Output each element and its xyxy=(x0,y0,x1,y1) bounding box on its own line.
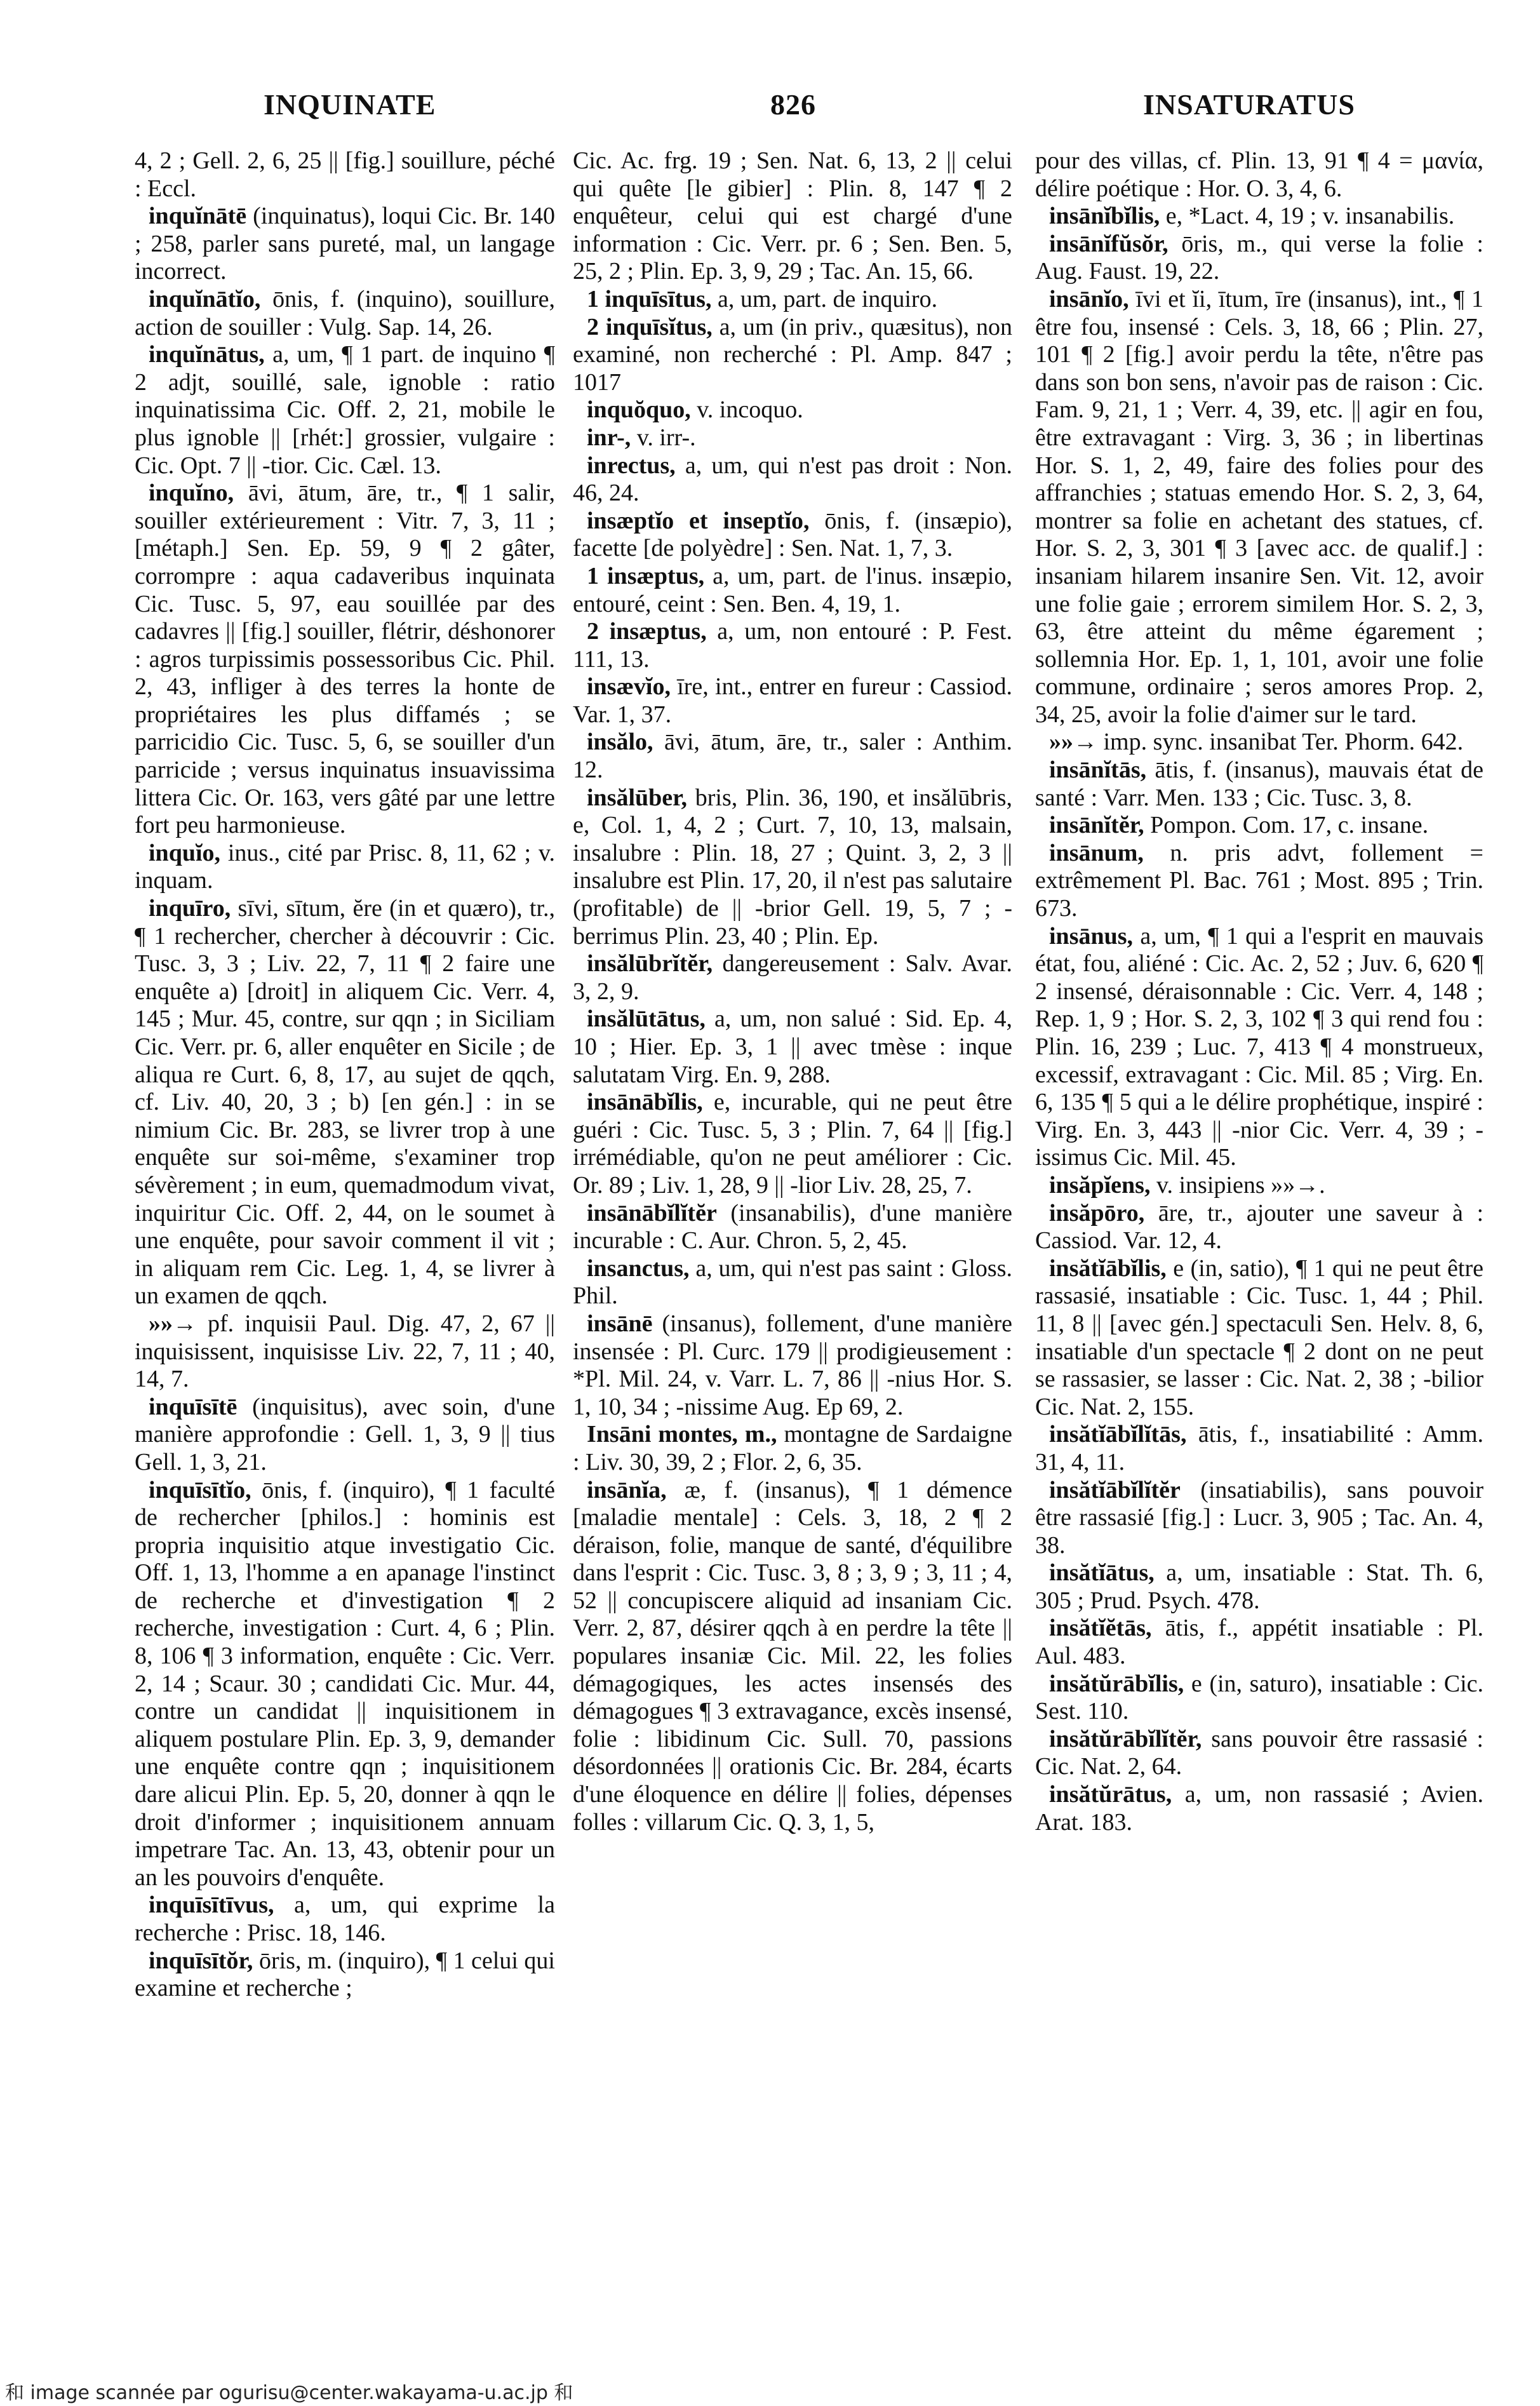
running-head-left: INQUINATE xyxy=(264,88,436,121)
entry-definition: v. insipiens »»→. xyxy=(1150,1171,1325,1199)
entry-definition: a, um, non salué : Sid. Ep. 4, 10 ; Hier. Ep. 3, 1 || avec tmèse : inque salutatam Virg. En. 9, 288. xyxy=(573,1005,1012,1088)
entry-headword: insānus, xyxy=(1049,922,1134,950)
dictionary-entry xyxy=(573,1421,1012,1476)
entry-headword: insălūtātus, xyxy=(587,1005,706,1033)
dictionary-entry xyxy=(1035,729,1483,756)
dictionary-entry xyxy=(573,1255,1012,1310)
entry-headword: insălo, xyxy=(587,729,653,756)
entry-headword: insăpĭens, xyxy=(1049,1171,1151,1199)
dictionary-entry xyxy=(573,784,1012,951)
entry-definition: ōris, m., qui verse la folie : Aug. Faust. 19, 22. xyxy=(1035,230,1483,285)
entry-definition: Cic. Ac. frg. 19 ; Sen. Nat. 6, 13, 2 || celui qui quête [le gibier] : Plin. 8, 147 ¶ 2 enquêteur, celui qui est chargé d'une information : Cic. Verr. pr. 6 ; Sen. Ben. 5, 25, 2 ; Plin. Ep. 3, 9, 29 ; Tac. An. 15, 66. xyxy=(573,147,1012,285)
entry-definition: āvi, ātum, āre, tr., ¶ 1 salir, souiller extérieurement : Vitr. 7, 3, 11 ; [métaph.] Sen. Ep. 59, 9 ¶ 2 gâter, corrompre : aqua cadaveribus inquinata Cic. Tusc. 5, 97, eau souillée par des cadavres || [fig.] souiller, flétrir, déshonorer : agros turpissimis possessoribus Cic. Phil. 2, 43, infliger à des terres la honte de propriétaires les plus diffamés ; se parricidio Cic. Tusc. 5, 6, se souiller d'un parricide ; versus inquinatus insuavissima littera Cic. Or. 163, vers gâté par une lettre fort peu harmonieuse. xyxy=(135,480,555,839)
dictionary-entry xyxy=(1035,840,1483,923)
entry-definition: pf. inquisii Paul. Dig. 47, 2, 67 || inquisissent, inquisisse Liv. 22, 7, 11 ; 40, 14, 7. xyxy=(135,1310,555,1393)
dictionary-entry xyxy=(1035,1200,1483,1255)
entry-definition: e (in, satio), ¶ 1 qui ne peut être rassasié, insatiable : Cic. Tusc. 1, 44 ; Phil. 11, 8 || [avec gén.] spectaculi Sen. Helv. 8, 6, insatiable d'un spectacle ¶ 2 dont on ne peut se rassasier, se lasser : Cic. Nat. 2, 38 ; -bilior Cic. Nat. 2, 155. xyxy=(1035,1254,1483,1420)
entry-definition: a, um, qui n'est pas saint : Gloss. Phil. xyxy=(573,1254,1012,1310)
entry-definition: æ, f. (insanus), ¶ 1 démence [maladie mentale] : Cels. 3, 18, 2 ¶ 2 déraison, folie, manque de santé, d'équilibre dans l'esprit : Cic. Tusc. 3, 8 ; 3, 9 ; 3, 11 ; 4, 52 || concupiscere aliquid ad insaniam Cic. Verr. 2, 87, désirer qqch à en perdre la tête || populares insaniæ Cic. Mil. 22, les folies démagogiques, les actes insensés des démagogues ¶ 3 extravagance, excès insensé, folie : libidinum Cic. Sull. 70, passions désordonnées || orationis Cic. Br. 284, écarts d'une éloquence en délire || folies, dépenses folles : villarum Cic. Q. 3, 1, 5, xyxy=(573,1476,1012,1836)
entry-headword: inquīsītŏr, xyxy=(149,1947,253,1974)
entry-continuation xyxy=(573,147,1012,286)
entry-definition: a, um, insatiable : Stat. Th. 6, 305 ; Prud. Psych. 478. xyxy=(1035,1559,1483,1614)
dictionary-entry xyxy=(573,563,1012,618)
entry-headword: insānĭo, xyxy=(1049,285,1129,313)
entry-headword: insānĭfŭsŏr, xyxy=(1049,230,1168,257)
entry-definition: ātis, f., insatiabilité : Amm. 31, 4, 11. xyxy=(1035,1421,1483,1475)
entry-definition: dangereusement : Salv. Avar. 3, 2, 9. xyxy=(573,950,1012,1005)
dictionary-entry xyxy=(573,950,1012,1005)
dictionary-entry xyxy=(135,895,555,1310)
dictionary-entry xyxy=(1035,756,1483,812)
dictionary-entry xyxy=(1035,1670,1483,1726)
entry-headword: insānĭtĕr, xyxy=(1049,812,1144,839)
entry-definition: a, um, non rassasié ; Avien. Arat. 183. xyxy=(1035,1781,1483,1836)
entry-definition: īre, int., entrer en fureur : Cassiod. Var. 1, 37. xyxy=(573,673,1012,728)
entry-headword: inquīsītĭo, xyxy=(149,1476,251,1503)
entry-headword: »»→ xyxy=(1049,729,1097,756)
entry-definition: sīvi, sītum, ĕre (in et quæro), tr., ¶ 1 rechercher, chercher à découvrir : Cic. Tusc. 3, 3 ; Liv. 22, 7, 11 ¶ 2 faire une enquête a) [droit] in aliquem Cic. Verr. 4, 145 ; Mur. 45, contre, sur qqn ; in Siciliam Cic. Verr. pr. 6, aller enquêter en Sicile ; de aliqua re Curt. 6, 8, 17, au sujet de qqch, cf. Liv. 40, 20, 3 ; b) [en gén.] : in se nimium Cic. Br. 283, se livrer trop à une enquête sur soi-même, s'examiner trop sévèrement ; in eum, quemadmodum vivat, inquiritur Cic. Off. 2, 44, on le soumet à une enquête, pour savoir comment il vit ; in aliquam rem Cic. Leg. 1, 4, se livrer à un examen de qqch. xyxy=(135,895,555,1310)
entry-headword: insăpōro, xyxy=(1049,1199,1145,1227)
entry-definition: ōris, m. (inquiro), ¶ 1 celui qui examine et recherche ; xyxy=(135,1947,555,2002)
dictionary-entry xyxy=(135,203,555,286)
entry-definition: a, um (in priv., quæsitus), non examiné, non recherché : Pl. Amp. 847 ; 1017 xyxy=(573,313,1012,396)
dictionary-entry xyxy=(135,1310,555,1394)
entry-headword: insæptĭo et inseptĭo, xyxy=(587,507,810,534)
entry-definition: a, um, qui exprime la recherche : Prisc. 18, 146. xyxy=(135,1892,555,1946)
entry-definition: (inquinatus), loqui Cic. Br. 140 ; 258, parler sans pureté, mal, un langage incorrect. xyxy=(135,203,555,285)
entry-headword: insānĭtās, xyxy=(1049,756,1147,784)
entry-definition: ōnis, f. (inquiro), ¶ 1 faculté de rechercher [philos.] : hominis est propria inquisitio atque investigatio Cic. Off. 1, 13, l'homme a en apanage l'instinct de recherche et d'investigation ¶ 2 recherche, investigation : Curt. 4, 6 ; Plin. 8, 106 ¶ 3 information, enquête : Cic. Verr. 2, 14 ; Scaur. 30 ; candidati Cic. Mur. 44, contre un candidat || inquisitionem in aliquem postulare Plin. Ep. 3, 9, demander une enquête contre qqn ; inquisitionem dare alicui Plin. Ep. 5, 20, donner à qqn le droit d'informer ; inquisitionem annuam impetrare Tac. An. 13, 43, obtenir pour un an les pouvoirs d'enquête. xyxy=(135,1476,555,1891)
dictionary-entry xyxy=(135,286,555,341)
entry-headword: insătŭrābĭlĭtĕr, xyxy=(1049,1725,1202,1752)
dictionary-entry xyxy=(573,507,1012,563)
entry-headword: insānābĭlis, xyxy=(587,1089,703,1116)
entry-headword: insævĭo, xyxy=(587,673,671,701)
entry-continuation xyxy=(1035,147,1483,203)
dictionary-entry xyxy=(1035,923,1483,1172)
entry-headword: »»→ xyxy=(149,1310,197,1337)
dictionary-entry xyxy=(573,452,1012,507)
entry-definition: ōnis, f. (insæpio), facette [de polyèdre] : Sen. Nat. 1, 7, 3. xyxy=(573,507,1012,562)
column-2 xyxy=(573,147,1012,1836)
entry-definition: ōnis, f. (inquino), souillure, action de souiller : Vulg. Sap. 14, 26. xyxy=(135,285,555,340)
dictionary-entry xyxy=(1035,1172,1483,1200)
entry-headword: insătŭrābĭlis, xyxy=(1049,1670,1184,1697)
entry-headword: inquīro, xyxy=(149,895,231,922)
entry-headword: insanctus, xyxy=(587,1254,690,1282)
running-head-right: INSATURATUS xyxy=(1143,88,1355,121)
entry-headword: insătĭĕtās, xyxy=(1049,1615,1152,1642)
dictionary-entry xyxy=(1035,1726,1483,1781)
entry-headword: insătĭātus, xyxy=(1049,1559,1155,1587)
entry-headword: insătŭrātus, xyxy=(1049,1781,1172,1808)
entry-headword: 1 insæptus, xyxy=(587,562,705,589)
entry-definition: pour des villas, cf. Plin. 13, 91 ¶ 4 = μανία, délire poétique : Hor. O. 3, 4, 6. xyxy=(1035,147,1483,202)
dictionary-entry xyxy=(573,424,1012,452)
dictionary-entry xyxy=(573,314,1012,397)
dictionary-entry xyxy=(573,1200,1012,1255)
entry-headword: Insāni montes, m., xyxy=(587,1421,777,1448)
column-3 xyxy=(1035,147,1483,1836)
entry-headword: inquŏquo, xyxy=(587,396,691,424)
dictionary-entry xyxy=(573,286,1012,314)
dictionary-entry xyxy=(573,673,1012,729)
entry-headword: insānĭa, xyxy=(587,1476,667,1503)
entry-definition: āre, tr., ajouter une saveur à : Cassiod. Var. 12, 4. xyxy=(1035,1199,1483,1254)
dictionary-entry xyxy=(135,480,555,840)
entry-definition: a, um, part. de inquiro. xyxy=(711,285,938,313)
entry-definition: a, um, non entouré : P. Fest. 111, 13. xyxy=(573,618,1012,673)
entry-headword: insălūber, xyxy=(587,784,688,811)
entry-definition: āvi, ātum, āre, tr., saler : Anthim. 12. xyxy=(573,729,1012,784)
entry-headword: inr-, xyxy=(587,424,631,451)
entry-headword: 2 inquīsĭtus, xyxy=(587,313,713,340)
dictionary-entry xyxy=(573,1477,1012,1837)
entry-definition: īvi et ĭi, ītum, īre (insanus), int., ¶ 1 être fou, insensé : Cels. 3, 18, 66 ; Plin. 27, 101 ¶ 2 [fig.] avoir perdu la tête, n'être pas dans son bon sens, n'avoir pas de raison : Cic. Fam. 9, 21, 1 ; Verr. 4, 39, etc. || agir en fou, être extravagant : Virg. 3, 36 ; in libertinas Hor. S. 1, 2, 49, faire des folies pour des affranchies ; statuas emendo Hor. S. 2, 3, 64, montrer sa folie en achetant des statues, cf. Hor. S. 2, 3, 301 ¶ 3 [avec acc. de qualif.] : insaniam hilarem insanire Sen. Vit. 12, avoir une folie gaie ; errorem similem Hor. S. 2, 3, 63, être atteint du même égarement ; sollemnia Hor. Ep. 1, 1, 101, avoir une folie commune, ordinaire ; seros amores Prop. 2, 34, 25, avoir la folie d'aimer sur le tard. xyxy=(1035,285,1483,728)
entry-headword: insătĭābĭlĭtĕr xyxy=(1049,1476,1181,1503)
entry-headword: inquīsītē xyxy=(149,1393,238,1420)
dictionary-entry xyxy=(135,840,555,895)
entry-definition: Pompon. Com. 17, c. insane. xyxy=(1144,812,1429,839)
dictionary-entry xyxy=(1035,1559,1483,1615)
dictionary-entry xyxy=(1035,231,1483,286)
entry-definition: montagne de Sardaigne : Liv. 30, 39, 2 ; Flor. 2, 6, 35. xyxy=(573,1421,1012,1475)
entry-definition: v. incoquo. xyxy=(690,396,803,424)
entry-definition: ātis, f. (insanus), mauvais état de santé : Varr. Men. 133 ; Cic. Tusc. 3, 8. xyxy=(1035,756,1483,811)
dictionary-entry xyxy=(573,1005,1012,1089)
dictionary-entry xyxy=(1035,1255,1483,1421)
entry-definition: a, um, part. de l'inus. insæpio, entouré, ceint : Sen. Ben. 4, 19, 1. xyxy=(573,562,1012,617)
entry-headword: insānē xyxy=(587,1310,653,1337)
entry-headword: insānum, xyxy=(1049,839,1144,866)
entry-definition: n. pris advt, follement = extrêmement Pl. Bac. 761 ; Most. 895 ; Trin. 673. xyxy=(1035,839,1483,922)
entry-headword: insălūbrĭtĕr, xyxy=(587,950,713,978)
entry-headword: insătĭābĭlis, xyxy=(1049,1254,1167,1282)
entry-headword: insānĭbĭlis, xyxy=(1049,203,1160,230)
entry-definition: (inquisitus), avec soin, d'une manière approfondie : Gell. 1, 3, 9 || tius Gell. 1, 3, 21. xyxy=(135,1393,555,1475)
entry-headword: inquīsītīvus, xyxy=(149,1892,274,1919)
dictionary-entry xyxy=(1035,286,1483,729)
entry-definition: (insanabilis), d'une manière incurable : C. Aur. Chron. 5, 2, 45. xyxy=(573,1199,1012,1254)
entry-headword: 2 insæptus, xyxy=(587,618,707,645)
entry-definition: (insanus), follement, d'une manière insensée : Pl. Curc. 179 || prodigieusement : *Pl. Mil. 24, v. Varr. L. 7, 86 || -nius Hor. S. 1, 10, 34 ; -nissime Aug. Ep 69, 2. xyxy=(573,1310,1012,1420)
entry-definition: a, um, qui n'est pas droit : Non. 46, 24. xyxy=(573,452,1012,507)
entry-definition: imp. sync. insanibat Ter. Phorm. 642. xyxy=(1097,729,1464,756)
dictionary-entry xyxy=(135,341,555,480)
entry-definition: sans pouvoir être rassasié : Cic. Nat. 2, 64. xyxy=(1035,1725,1483,1780)
entry-headword: 1 inquīsītus, xyxy=(587,285,712,313)
dictionary-entry xyxy=(1035,203,1483,231)
dictionary-entry xyxy=(1035,1615,1483,1670)
dictionary-entry xyxy=(135,1892,555,1947)
entry-headword: inrectus, xyxy=(587,452,676,479)
entry-headword: inquĭo, xyxy=(149,839,221,866)
entry-headword: inquĭnātus, xyxy=(149,341,265,368)
dictionary-entry xyxy=(573,618,1012,673)
entry-definition: e (in, saturo), insatiable : Cic. Sest. 110. xyxy=(1035,1670,1483,1725)
entry-headword: insānābĭlĭtĕr xyxy=(587,1199,717,1227)
page-number: 826 xyxy=(770,88,816,121)
dictionary-entry xyxy=(1035,1421,1483,1476)
dictionary-entry xyxy=(135,1394,555,1477)
entry-definition: bris, Plin. 36, 190, et insălūbris, e, Col. 1, 4, 2 ; Curt. 7, 10, 13, malsain, insalubre : Plin. 18, 27 ; Quint. 3, 2, 3 || insalubre est Plin. 17, 20, il n'est pas salutaire (profitable) de || -brior Gell. 19, 5, 7 ; -berrimus Plin. 23, 40 ; Plin. Ep. xyxy=(573,784,1012,950)
dictionary-entry xyxy=(573,729,1012,784)
dictionary-entry xyxy=(1035,1781,1483,1836)
column-1 xyxy=(135,147,555,2003)
entry-definition: 4, 2 ; Gell. 2, 6, 25 || [fig.] souillure, péché : Eccl. xyxy=(135,147,555,202)
entry-definition: e, *Lact. 4, 19 ; v. insanabilis. xyxy=(1160,203,1455,230)
entry-headword: inquĭno, xyxy=(149,480,234,507)
entry-headword: insătĭābĭlĭtās, xyxy=(1049,1421,1187,1448)
dictionary-entry xyxy=(1035,812,1483,840)
entry-headword: inquĭnātĭo, xyxy=(149,285,261,313)
scan-credit-footer: 和 image scannée par ogurisu@center.wakayama-u.ac.jp 和 xyxy=(5,2382,573,2404)
dictionary-entry xyxy=(1035,1477,1483,1560)
entry-definition: e, incurable, qui ne peut être guéri : Cic. Tusc. 5, 3 ; Plin. 7, 64 || [fig.] irrémédiable, qu'on ne peut améliorer : Cic. Or. 89 ; Liv. 1, 28, 9 || -lior Liv. 28, 25, 7. xyxy=(573,1089,1012,1199)
dictionary-entry xyxy=(573,1089,1012,1199)
dictionary-entry xyxy=(573,1310,1012,1421)
entry-continuation xyxy=(135,147,555,203)
entry-headword: inquĭnātē xyxy=(149,203,247,230)
entry-definition: (insatiabilis), sans pouvoir être rassasié [fig.] : Lucr. 3, 905 ; Tac. An. 4, 38. xyxy=(1035,1476,1483,1559)
dictionary-entry xyxy=(135,1947,555,2003)
dictionary-entry xyxy=(573,396,1012,424)
entry-definition: ātis, f., appétit insatiable : Pl. Aul. 483. xyxy=(1035,1615,1483,1670)
dictionary-entry xyxy=(135,1477,555,1892)
entry-definition: inus., cité par Prisc. 8, 11, 62 ; v. inquam. xyxy=(135,839,555,894)
entry-definition: a, um, ¶ 1 part. de inquino ¶ 2 adjt, souillé, sale, ignoble : ratio inquinatissima Cic. Off. 2, 21, mobile le plus ignoble || [rhét:] grossier, vulgaire : Cic. Opt. 7 || -tior. Cic. Cæl. 13. xyxy=(135,341,555,479)
entry-definition: v. irr-. xyxy=(631,424,696,451)
entry-definition: a, um, ¶ 1 qui a l'esprit en mauvais état, fou, aliéné : Cic. Ac. 2, 52 ; Juv. 6, 620 ¶ 2 insensé, déraisonnable : Cic. Verr. 4, 148 ; Rep. 1, 9 ; Hor. S. 2, 3, 102 ¶ 3 qui rend fou : Plin. 16, 239 ; Luc. 7, 413 ¶ 4 monstrueux, excessif, extravagant : Cic. Mil. 85 ; Virg. En. 6, 135 ¶ 5 qui a le délire prophétique, inspiré : Virg. En. 3, 443 || -nior Cic. Verr. 4, 39 ; -issimus Cic. Mil. 45. xyxy=(1035,922,1483,1171)
